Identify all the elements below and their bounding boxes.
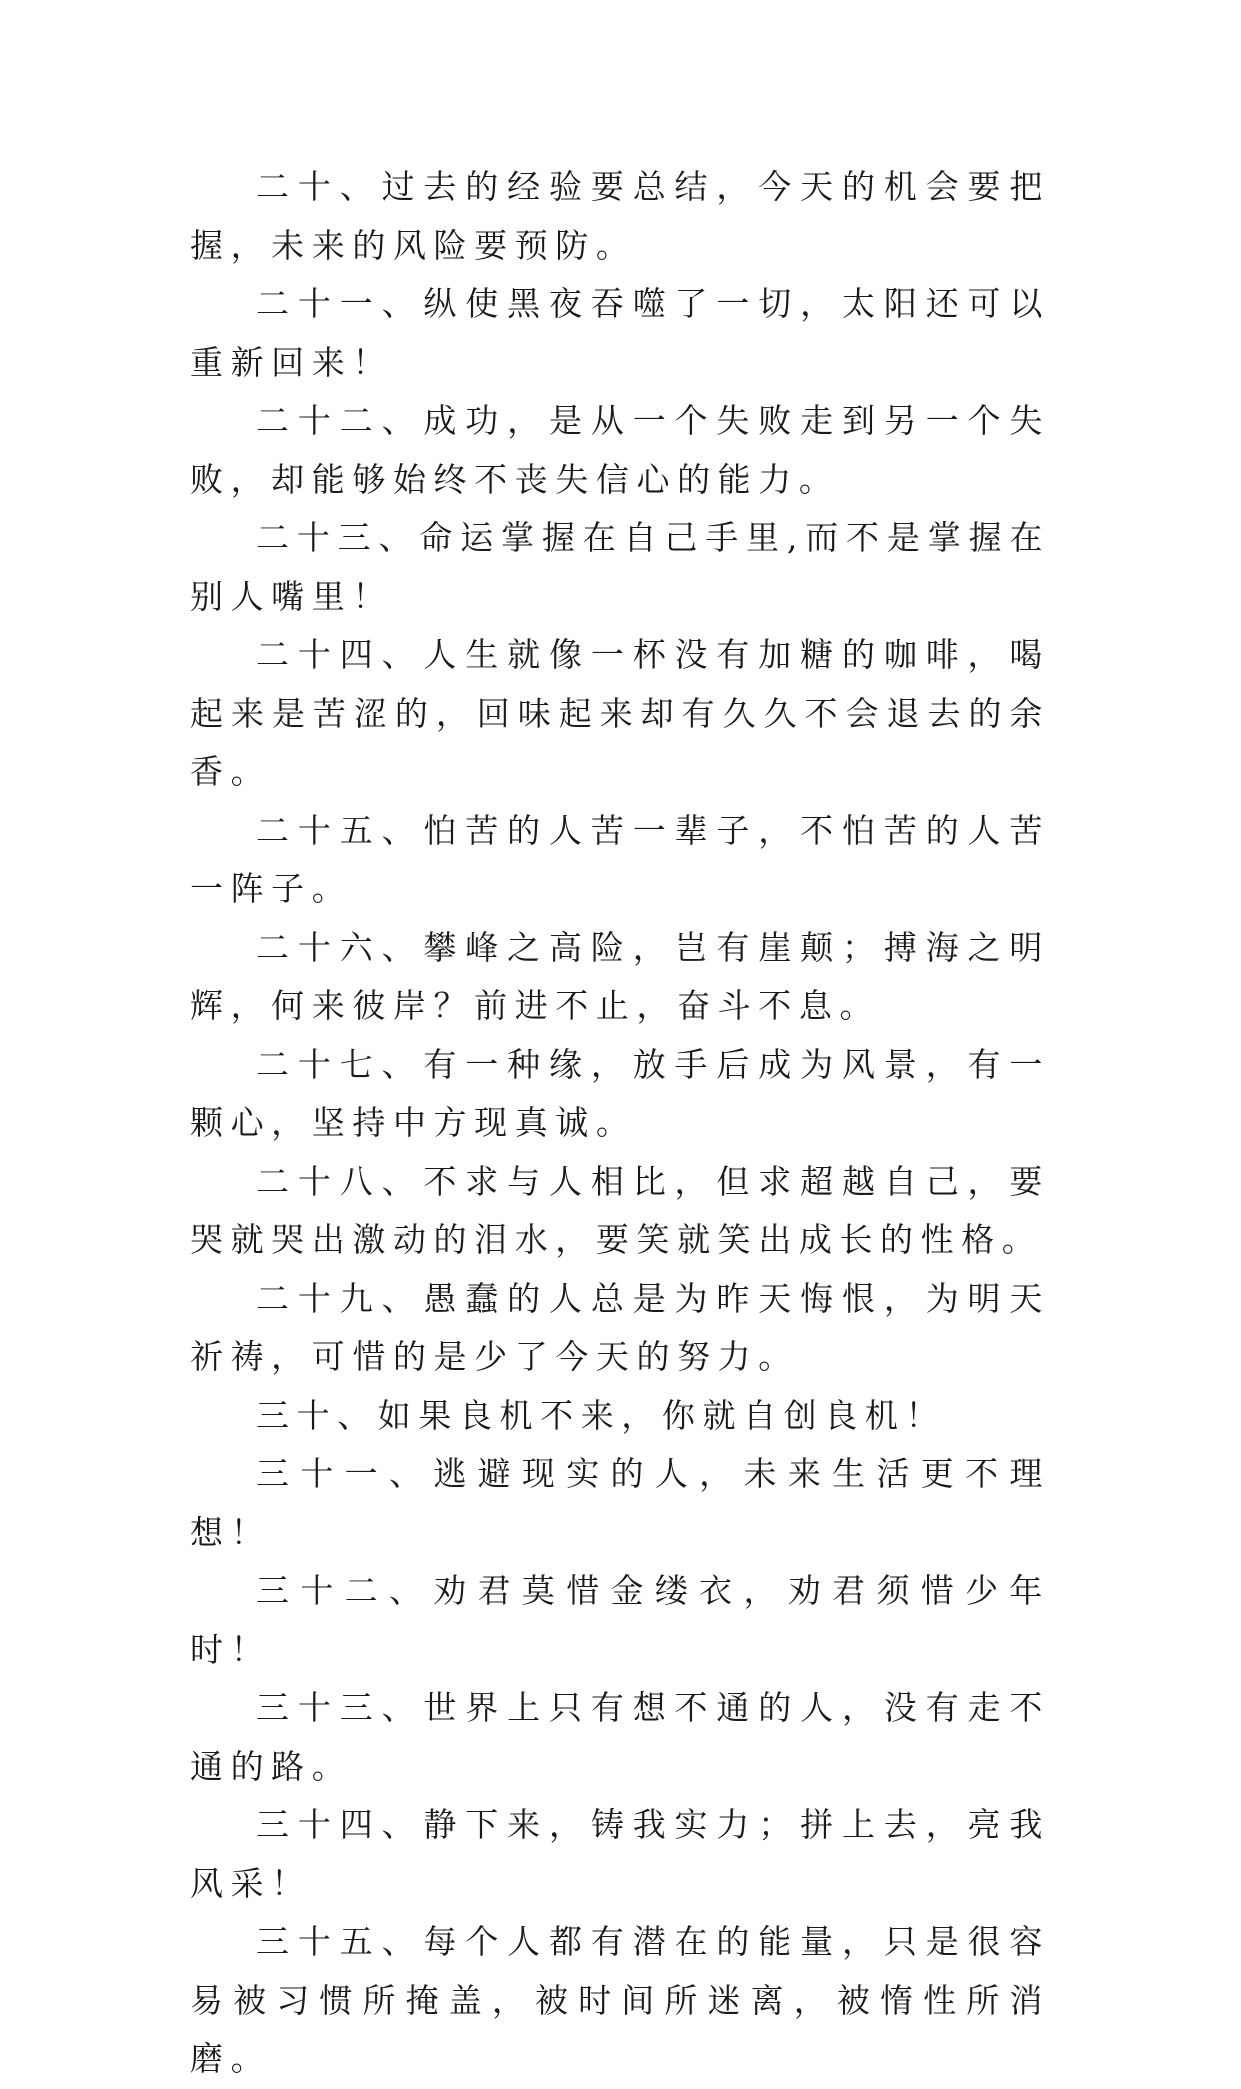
paragraph-25: 二十五、怕苦的人苦一辈子，不怕苦的人苦一阵子。 — [190, 810, 1050, 908]
paragraph-22: 二十二、成功，是从一个失败走到另一个失败，却能够始终不丧失信心的能力。 — [190, 401, 1050, 499]
paragraph-27: 二十七、有一种缘，放手后成为风景，有一颗心，坚持中方现真诚。 — [190, 1044, 1050, 1142]
paragraph-32: 三十二、劝君莫惜金缕衣，劝君须惜少年时！ — [190, 1571, 1050, 1669]
paragraph-23: 二十三、命运掌握在自己手里,而不是掌握在别人嘴里！ — [190, 518, 1050, 616]
paragraph-28: 二十八、不求与人相比，但求超越自己，要哭就哭出激动的泪水，要笑就笑出成长的性格。 — [190, 1161, 1050, 1259]
paragraph-34: 三十四、静下来，铸我实力；拼上去，亮我风采！ — [190, 1805, 1050, 1903]
paragraph-20: 二十、过去的经验要总结，今天的机会要把握，未来的风险要预防。 — [190, 167, 1050, 265]
document-body — [190, 158, 1050, 2089]
paragraph-21: 二十一、纵使黑夜吞噬了一切，太阳还可以重新回来！ — [190, 284, 1050, 382]
paragraph-31: 三十一、逃避现实的人，未来生活更不理想！ — [190, 1454, 1050, 1552]
paragraph-24: 二十四、人生就像一杯没有加糖的咖啡，喝起来是苦涩的，回味起来却有久久不会退去的余香。 — [190, 635, 1050, 791]
paragraph-33: 三十三、世界上只有想不通的人，没有走不通的路。 — [190, 1688, 1050, 1786]
paragraph-35: 三十五、每个人都有潜在的能量，只是很容易被习惯所掩盖，被时间所迷离，被惰性所消磨。 — [190, 1922, 1050, 2078]
paragraph-26: 二十六、攀峰之高险，岂有崖颠；搏海之明辉，何来彼岸？前进不止，奋斗不息。 — [190, 927, 1050, 1025]
paragraph-29: 二十九、愚蠢的人总是为昨天悔恨，为明天祈祷，可惜的是少了今天的努力。 — [190, 1278, 1050, 1376]
paragraph-30: 三十、如果良机不来，你就自创良机！ — [256, 1395, 947, 1435]
